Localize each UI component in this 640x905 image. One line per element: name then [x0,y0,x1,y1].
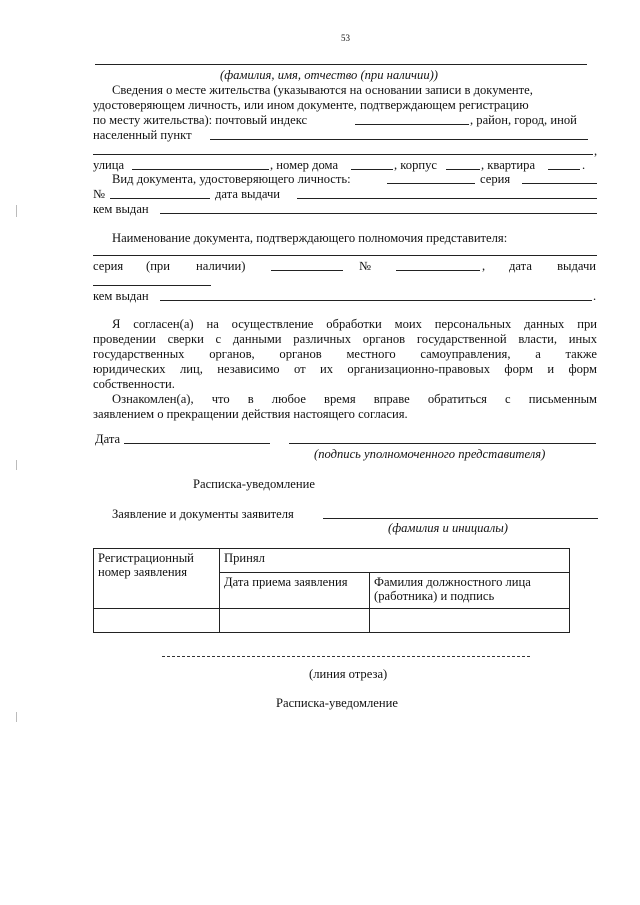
ack-line-1: Ознакомлен(а), что в любое время вправе обратиться с письменным [112,392,597,406]
date-label: Дата [95,432,121,446]
official-header: Фамилия должностного лица (работника) и подпись [370,573,570,609]
street-label: улица [93,158,125,172]
rep-doc-name-field[interactable] [93,255,597,256]
id-series-field[interactable] [522,183,597,184]
residence-line-3b: , район, город, иной [470,113,577,127]
apartment-label: , квартира [481,158,536,172]
house-field[interactable] [351,169,393,170]
id-number-field[interactable] [110,198,210,199]
consent-line-2: проведении сверки с данными различных органов государственной власти, иных [93,332,597,346]
id-issue-date-label: дата выдачи [215,187,281,201]
id-issued-by-field[interactable] [160,213,597,214]
building-field[interactable] [446,169,480,170]
id-issue-date-field[interactable] [297,198,597,199]
cut-line [162,656,530,657]
residence-line-3a: по месту жительства): почтовый индекс [93,113,308,127]
settlement-field[interactable] [210,139,588,140]
rep-number-comma: , [482,259,486,273]
rep-issued-by-label: кем выдан [93,289,149,303]
ack-line-2: заявлением о прекращении действия настоящего согласия. [93,407,408,421]
rep-doc-title: Наименование документа, подтверждающего полномочия представителя: [112,231,508,245]
postal-code-field[interactable] [355,124,469,125]
settlement-comma: , [594,144,598,158]
table-row [94,549,570,573]
id-issued-by-label: кем выдан [93,202,149,216]
consent-line-3: государственных органов, органов местного самоуправления, а также [93,347,597,361]
rep-issue-date-field[interactable] [93,285,211,286]
rep-series-word-2: (при [146,259,170,273]
applicant-name-field[interactable] [323,518,598,519]
apartment-field[interactable] [548,169,580,170]
receipt2-title: Расписка-уведомление [276,696,398,710]
signature-field[interactable] [289,443,596,444]
building-label: , корпус [394,158,437,172]
rep-number-field[interactable] [396,270,480,271]
residence-line-2: удостоверяющем личность, или ином документе, подтверждающем регистрацию [93,98,529,112]
receipt-title: Расписка-уведомление [193,477,315,491]
settlement-label: населенный пункт [93,128,192,142]
apartment-period: . [582,158,586,172]
id-number-label: № [93,187,106,201]
id-series-label: серия [480,172,511,186]
reg-number-cell[interactable] [94,609,220,633]
house-label: , номер дома [270,158,339,172]
rep-series-word-3: наличии) [196,259,246,273]
name-caption: (фамилия, имя, отчество (при наличии)) [220,68,438,82]
applicant-name-caption: (фамилия и инициалы) [388,521,508,535]
scan-mark [16,460,17,470]
registration-table [93,548,570,633]
cut-line-caption: (линия отреза) [309,667,388,681]
residence-line-1: Сведения о месте жительства (указываются на основании записи в документе, [112,83,533,97]
scan-mark [16,712,17,722]
id-doc-type-label: Вид документа, удостоверяющего личность: [112,172,351,186]
settlement-field-cont[interactable] [93,154,593,155]
page-number: 53 [341,33,350,43]
rep-issued-by-field[interactable] [160,300,592,301]
accepted-header: Принял [220,549,570,573]
consent-line-5: собственности. [93,377,175,391]
street-field[interactable] [132,169,269,170]
consent-line-4: юридических лиц, независимо от их организационно-правовых форм и форм [93,362,597,376]
consent-line-1: Я согласен(а) на осуществление обработки моих персональных данных при [112,317,597,331]
official-cell[interactable] [370,609,570,633]
rep-series-field[interactable] [271,270,343,271]
date-received-cell[interactable] [220,609,370,633]
scan-mark [16,205,17,217]
signature-caption: (подпись уполномоченного представителя) [314,447,546,461]
date-field[interactable] [124,443,270,444]
date-received-header: Дата приема заявления [220,573,370,609]
rep-issue-date-text: дата выдачи [509,259,597,273]
name-line[interactable] [95,64,587,65]
table-row [94,609,570,633]
id-doc-type-field[interactable] [387,183,475,184]
rep-issue-date-label [509,259,597,273]
rep-series-word-1: серия [93,259,124,273]
rep-issued-by-period: . [593,289,597,303]
reg-number-header: Регистрационный номер заявления [94,549,220,609]
receipt-statement: Заявление и документы заявителя [112,507,294,521]
rep-number-label: № [359,259,372,273]
